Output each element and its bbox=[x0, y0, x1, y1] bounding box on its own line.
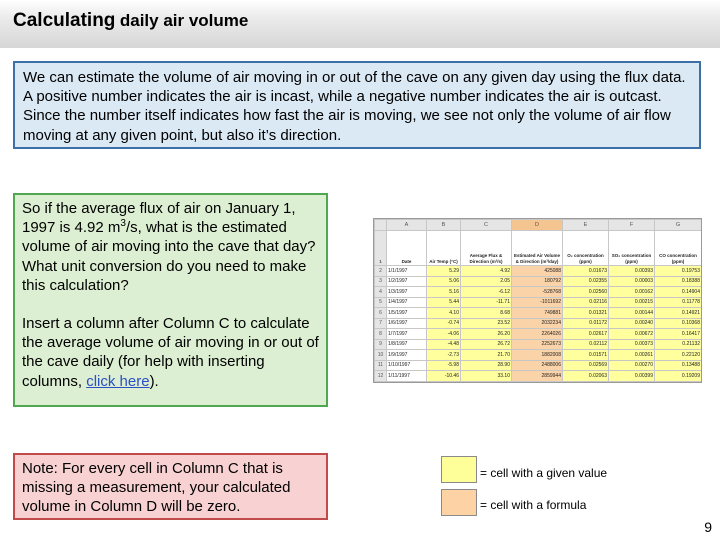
page-title bbox=[13, 10, 248, 32]
table-cell: 1/8/1997 bbox=[387, 339, 427, 350]
intro-text: We can estimate the volume of air moving in or out of the cave on any given day using the flux data. A positive number indicates the air is incast, while a negative number indicates the air is outcast. Since the number itself indicates how fast the air is moving, we see not only the volume of air flow moving at any given point, but also it’s direction. bbox=[23, 69, 686, 144]
table-cell: 0.02569 bbox=[563, 360, 609, 371]
row-number: 2 bbox=[375, 266, 387, 277]
table-cell: 0.02116 bbox=[563, 297, 609, 308]
table-cell: 180792 bbox=[512, 276, 563, 287]
row-number: 5 bbox=[375, 297, 387, 308]
table-cell: 0.02063 bbox=[563, 371, 609, 382]
table-cell: 4.10 bbox=[427, 308, 461, 319]
table-row bbox=[375, 350, 702, 361]
spreadsheet-image bbox=[373, 218, 702, 383]
table-cell: 0.00672 bbox=[609, 329, 655, 340]
header-cell: CO concentration (ppm) bbox=[655, 231, 702, 266]
table-cell: 1882008 bbox=[512, 350, 563, 361]
table-cell: 1/10/1997 bbox=[387, 360, 427, 371]
formula-swatch bbox=[441, 489, 477, 516]
table-cell: 0.14904 bbox=[655, 287, 702, 298]
question-paragraph bbox=[22, 199, 319, 295]
table-cell: 1/4/1997 bbox=[387, 297, 427, 308]
table-cell: 8.68 bbox=[461, 308, 512, 319]
table-row bbox=[375, 360, 702, 371]
corner-cell bbox=[375, 220, 387, 231]
table-cell: 0.00261 bbox=[609, 350, 655, 361]
table-cell: 0.01673 bbox=[563, 266, 609, 277]
table-cell: 2032234 bbox=[512, 318, 563, 329]
table-cell: 0.11778 bbox=[655, 297, 702, 308]
instruction-text-end: ). bbox=[149, 372, 159, 390]
table-cell: -528768 bbox=[512, 287, 563, 298]
table-row bbox=[375, 276, 702, 287]
header-cell: SO₂ concentration (ppm) bbox=[609, 231, 655, 266]
row-number: 3 bbox=[375, 276, 387, 287]
page-title-main: Calculating bbox=[13, 10, 116, 31]
question-box bbox=[13, 193, 328, 407]
table-cell: 1/7/1997 bbox=[387, 329, 427, 340]
table-cell: 1/9/1997 bbox=[387, 350, 427, 361]
table-cell: -11.71 bbox=[461, 297, 512, 308]
table-cell: 0.00215 bbox=[609, 297, 655, 308]
table-cell: 0.22120 bbox=[655, 350, 702, 361]
table-cell: 425088 bbox=[512, 266, 563, 277]
table-cell: 0.02560 bbox=[563, 287, 609, 298]
table-cell: 0.19209 bbox=[655, 371, 702, 382]
table-row bbox=[375, 339, 702, 350]
instruction-paragraph bbox=[22, 314, 319, 391]
table-row bbox=[375, 266, 702, 277]
table-cell: 0.00393 bbox=[609, 266, 655, 277]
table-cell: 1/6/1997 bbox=[387, 318, 427, 329]
row-number: 6 bbox=[375, 308, 387, 319]
table-row bbox=[375, 308, 702, 319]
table-cell: 0.01321 bbox=[563, 308, 609, 319]
column-letter: B bbox=[427, 220, 461, 231]
header-row bbox=[375, 231, 702, 266]
header-cell: Average Flux & Direction (m³/s) bbox=[461, 231, 512, 266]
table-cell: -4.48 bbox=[427, 339, 461, 350]
column-letter: A bbox=[387, 220, 427, 231]
table-cell: -1011692 bbox=[512, 297, 563, 308]
table-cell: 0.14921 bbox=[655, 308, 702, 319]
header-cell: O₂ concentration (ppm) bbox=[563, 231, 609, 266]
table-row bbox=[375, 318, 702, 329]
table-cell: 4.92 bbox=[461, 266, 512, 277]
table-cell: 5.06 bbox=[427, 276, 461, 287]
row-number: 11 bbox=[375, 360, 387, 371]
table-cell: 1/1/1997 bbox=[387, 266, 427, 277]
row-number: 7 bbox=[375, 318, 387, 329]
table-cell: 0.00003 bbox=[609, 276, 655, 287]
table-cell: 1/3/1997 bbox=[387, 287, 427, 298]
table-row bbox=[375, 371, 702, 382]
page-number: 9 bbox=[704, 519, 712, 535]
table-cell: -0.74 bbox=[427, 318, 461, 329]
table-cell: 749881 bbox=[512, 308, 563, 319]
table-cell: 0.00240 bbox=[609, 318, 655, 329]
row-number: 9 bbox=[375, 339, 387, 350]
table-cell: -5.98 bbox=[427, 360, 461, 371]
spreadsheet-body bbox=[375, 266, 702, 382]
table-cell: 5.16 bbox=[427, 287, 461, 298]
table-cell: 0.13488 bbox=[655, 360, 702, 371]
column-letter: G bbox=[655, 220, 702, 231]
column-letter: F bbox=[609, 220, 655, 231]
question-text-2: /s, what is the estimated volume of air moving into the cave that day? What unit conversion do you need to make this calculation? bbox=[22, 219, 316, 294]
table-cell: 0.00270 bbox=[609, 360, 655, 371]
table-cell: 28.90 bbox=[461, 360, 512, 371]
table-cell: 23.52 bbox=[461, 318, 512, 329]
table-cell: -4.06 bbox=[427, 329, 461, 340]
table-cell: 0.21132 bbox=[655, 339, 702, 350]
row-number: 12 bbox=[375, 371, 387, 382]
row-number: 1 bbox=[375, 231, 387, 266]
header-cell: Estimated Air Volume & Direction (m³/day) bbox=[512, 231, 563, 266]
given-value-label: = cell with a given value bbox=[480, 466, 608, 480]
table-cell: 2.05 bbox=[461, 276, 512, 287]
table-cell: 0.02617 bbox=[563, 329, 609, 340]
column-letter: C bbox=[461, 220, 512, 231]
table-cell: 5.29 bbox=[427, 266, 461, 277]
table-cell: -2.73 bbox=[427, 350, 461, 361]
formula-label: = cell with a formula bbox=[480, 498, 587, 512]
row-number: 8 bbox=[375, 329, 387, 340]
instruction-text: Insert a column after Column C to calculate the average volume of air moving in or out of the cave daily (for help with inserting columns, bbox=[22, 315, 319, 390]
column-letter: E bbox=[563, 220, 609, 231]
row-number: 10 bbox=[375, 350, 387, 361]
table-cell: 0.16417 bbox=[655, 329, 702, 340]
note-text: Note: For every cell in Column C that is missing a measurement, your calculated volume in Column D will be zero. bbox=[22, 460, 291, 516]
given-value-swatch bbox=[441, 456, 477, 483]
column-letter-selected: D bbox=[512, 220, 563, 231]
note-box bbox=[13, 453, 328, 520]
table-cell: 1/11/1997 bbox=[387, 371, 427, 382]
page-title-sub: daily air volume bbox=[119, 11, 249, 30]
table-cell: 1/5/1997 bbox=[387, 308, 427, 319]
table-cell: 2488006 bbox=[512, 360, 563, 371]
table-cell: 0.19753 bbox=[655, 266, 702, 277]
table-cell: 26.72 bbox=[461, 339, 512, 350]
title-bar bbox=[0, 0, 720, 48]
row-number: 4 bbox=[375, 287, 387, 298]
header-cell: Air Temp (°C) bbox=[427, 231, 461, 266]
table-cell: 33.10 bbox=[461, 371, 512, 382]
help-link[interactable]: click here bbox=[86, 372, 150, 390]
table-cell: 0.00162 bbox=[609, 287, 655, 298]
spreadsheet-table bbox=[374, 219, 702, 382]
table-cell: 0.01172 bbox=[563, 318, 609, 329]
table-cell: 0.02112 bbox=[563, 339, 609, 350]
column-letter-row bbox=[375, 220, 702, 231]
cubic-superscript: 3 bbox=[120, 218, 126, 230]
table-cell: 21.70 bbox=[461, 350, 512, 361]
header-cell: Date bbox=[387, 231, 427, 266]
question-text-1: So if the average flux of air on January 1, 1997 is 4.92 m bbox=[22, 200, 296, 237]
table-cell: 2859944 bbox=[512, 371, 563, 382]
table-cell: 5.44 bbox=[427, 297, 461, 308]
table-row bbox=[375, 329, 702, 340]
table-row bbox=[375, 297, 702, 308]
table-cell: 0.01571 bbox=[563, 350, 609, 361]
table-cell: 2252673 bbox=[512, 339, 563, 350]
table-cell: -10.46 bbox=[427, 371, 461, 382]
table-cell: -6.12 bbox=[461, 287, 512, 298]
table-cell: 0.00373 bbox=[609, 339, 655, 350]
table-cell: 26.20 bbox=[461, 329, 512, 340]
table-cell: 0.10368 bbox=[655, 318, 702, 329]
intro-box bbox=[13, 61, 701, 149]
table-cell: 2264026 bbox=[512, 329, 563, 340]
table-cell: 0.02355 bbox=[563, 276, 609, 287]
table-row bbox=[375, 287, 702, 298]
table-cell: 1/2/1997 bbox=[387, 276, 427, 287]
table-cell: 0.18388 bbox=[655, 276, 702, 287]
table-cell: 0.00144 bbox=[609, 308, 655, 319]
table-cell: 0.00399 bbox=[609, 371, 655, 382]
